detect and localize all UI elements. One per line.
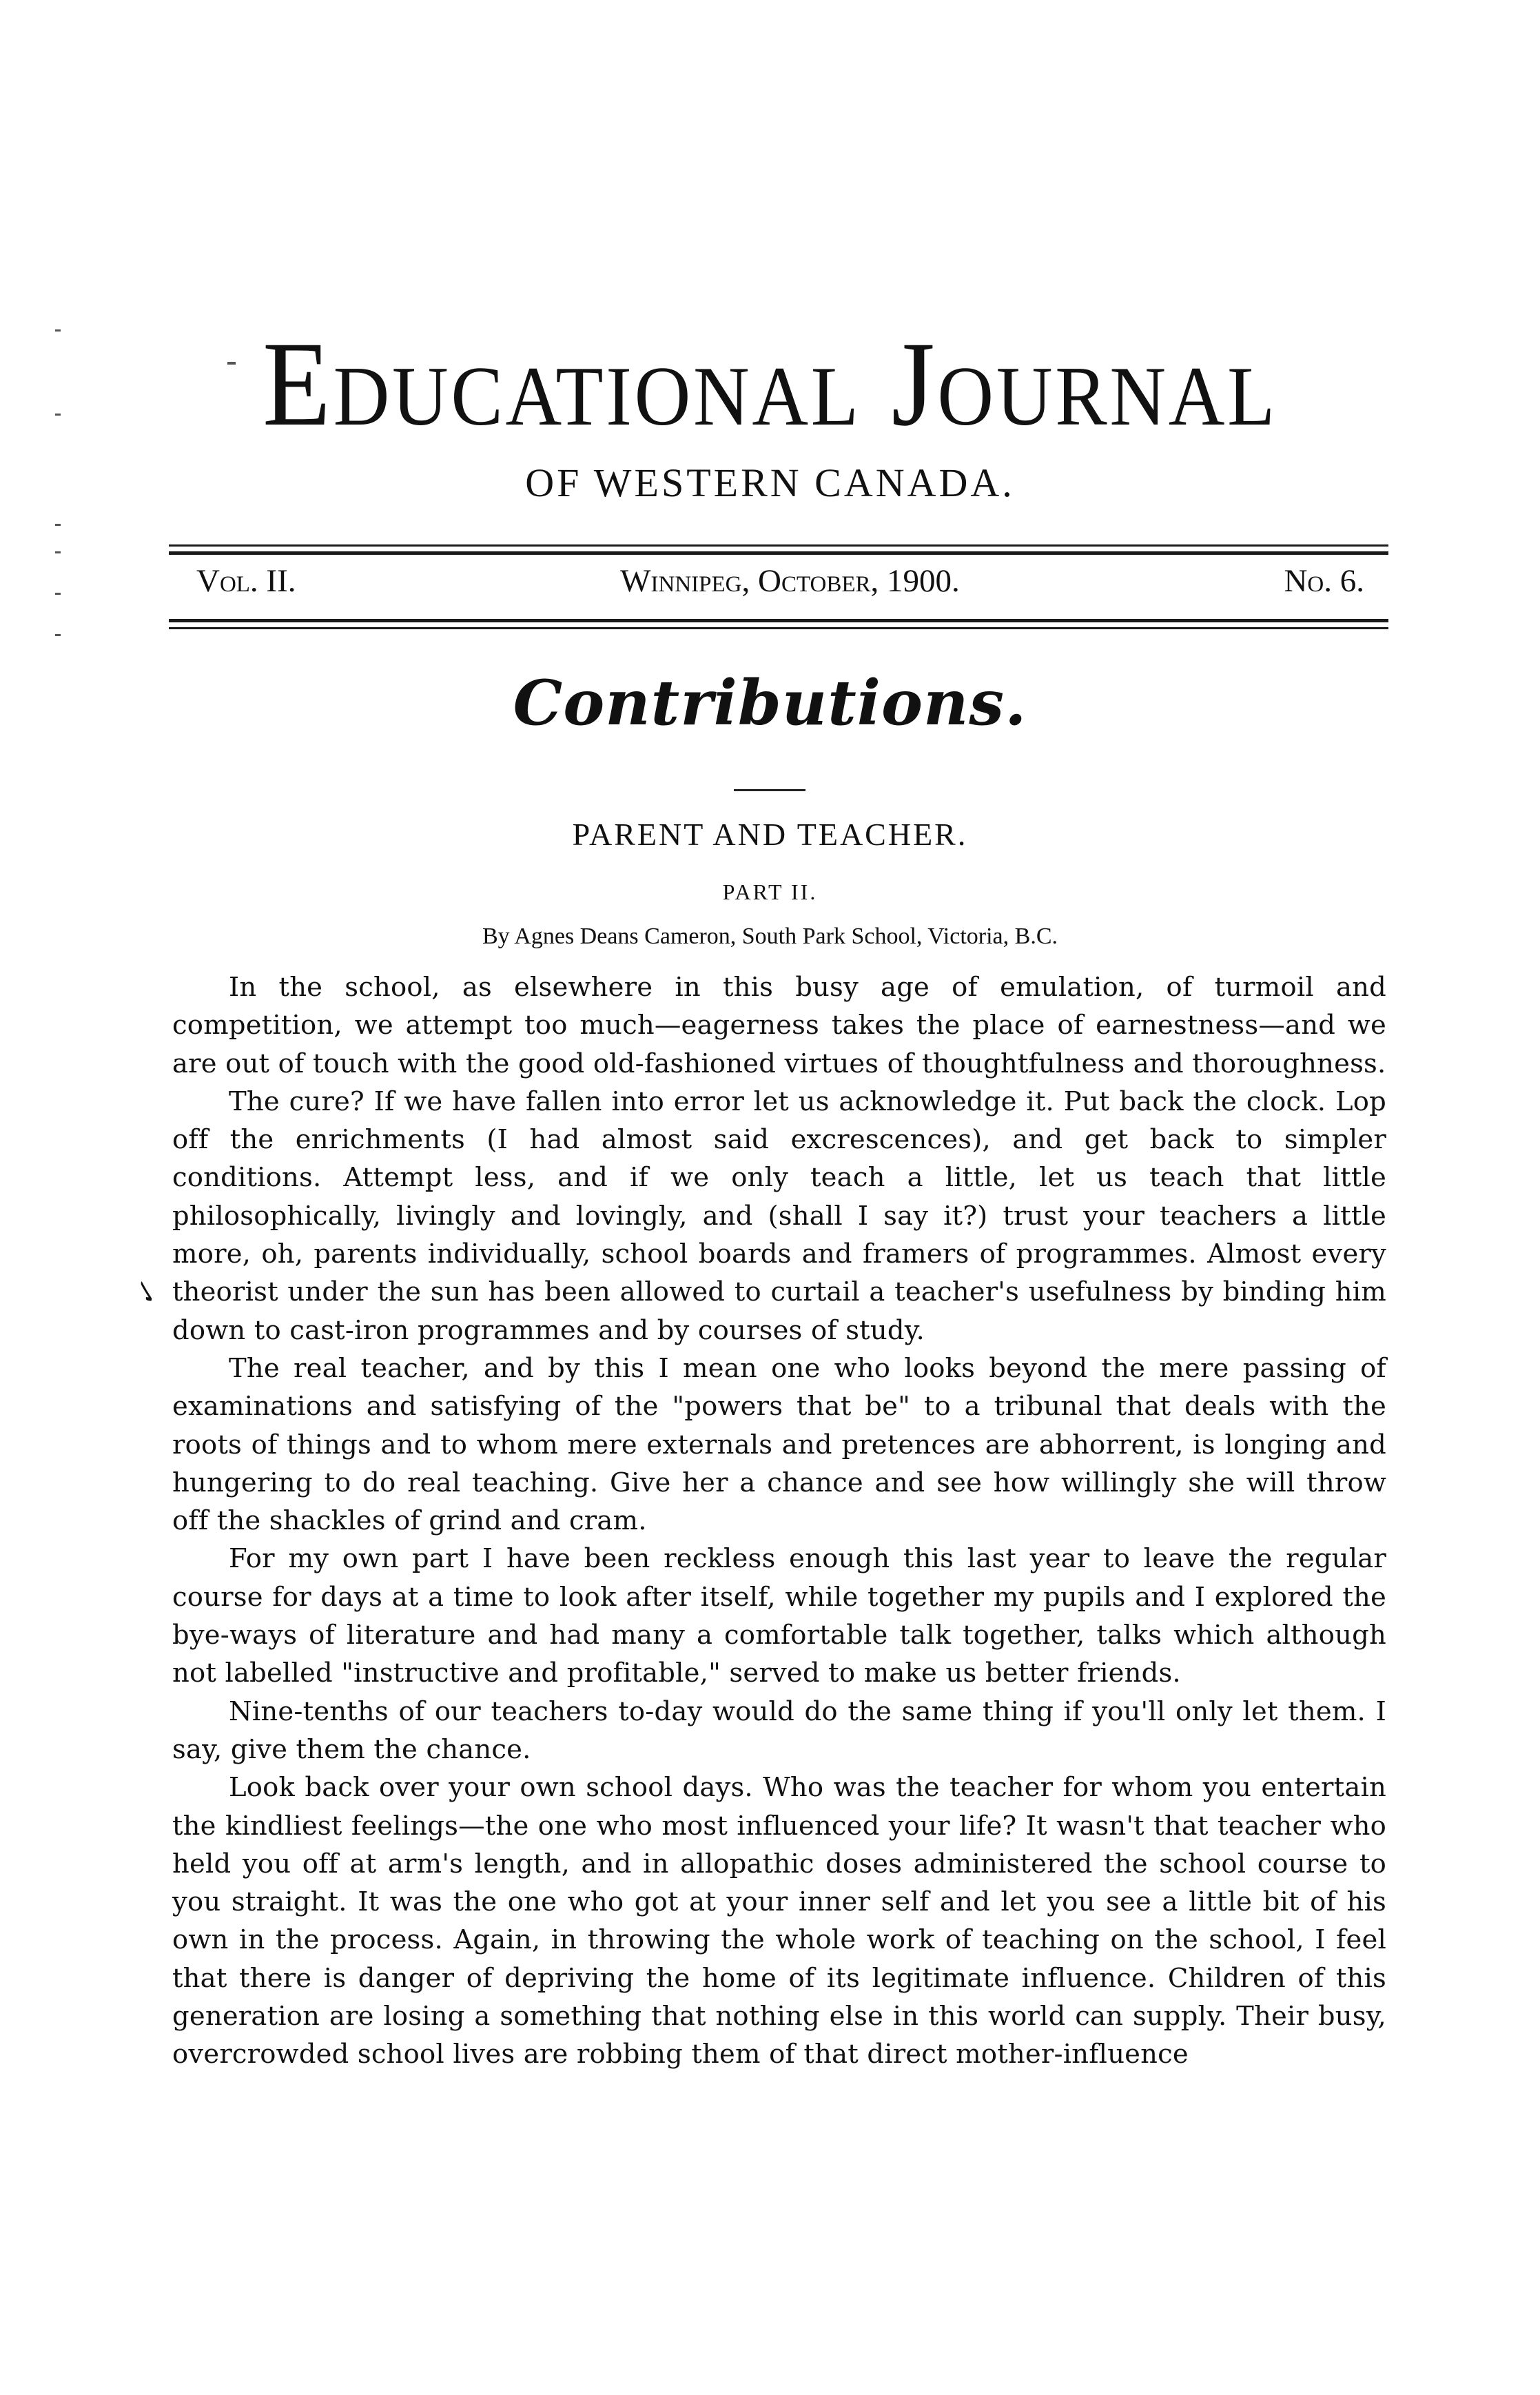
journal-subtitle: OF WESTERN CANADA. (525, 460, 1015, 505)
scan-mark (55, 524, 61, 526)
paragraph: Nine-tenths of our teachers to-day would do the same thing if you'll only let them. I say, give them the chance. (172, 1695, 1386, 1765)
top-rule-thin (169, 544, 1388, 547)
scan-mark (55, 551, 61, 553)
article-title: PARENT AND TEACHER. (572, 817, 968, 852)
number-label: No. 6. (1284, 563, 1364, 599)
paragraph: For my own part I have been reckless enough this last year to leave the regular course for days at a time to look after itself, while together my pupils and I explored the bye-ways of literature and had many a comfortable talk together, talks which although not labelled "instructive and profitable," served to make us better friends. (172, 1543, 1386, 1689)
article-body (172, 968, 1386, 2074)
scan-mark (55, 593, 61, 595)
paragraph: In the school, as elsewhere in this busy age of emulation, of turmoil and competition, we attempt too much—eagerness takes the place of earnestness—and we are out of touch with the good old-fashioned virtues of thoughtfulness and thoroughness. (172, 972, 1386, 1079)
paragraph: The real teacher, and by this I mean one who looks beyond the mere passing of examinations and satisfying of the "powers that be" to a tribunal that deals with the roots of things and to whom mere externals and pretences are abhorrent, is longing and hungering to do real teaching. Give her a chance and see how willingly she will throw off the shackles of grind and cram. (172, 1352, 1386, 1537)
journal-title: Educational Journal (262, 317, 1277, 451)
paragraph: Look back over your own school days. Who was the teacher for whom you entertain the kindliest feelings—the one who most influenced your life? It wasn't that teacher who held you off at arm's length, and in allopathic doses administered the school course to you straight. It was the one who got at your inner self and let you see a little bit of his own in the process. Again, in throwing the whole work of teaching on the school, I feel that there is danger of depriving the home of its legitimate influence. Children of this generation are losing a something that nothing else in this world can supply. Their busy, overcrowded school lives are robbing them of that direct mother-influence (172, 1772, 1386, 2070)
section-divider (734, 789, 805, 791)
paragraph: The cure? If we have fallen into error let us acknowledge it. Put back the clock. Lop off the enrichments (I had almost said excrescences), and get back to simpler conditions. Attempt less, and if we only teach a little, let us teach that little philosophically, livingly and lovingly, and (shall I say it?) trust your teachers a little more, oh, parents individually, school boards and framers of programmes. Almost every theorist under the sun has been allowed to curtail a teacher's usefulness by binding him down to cast-iron programmes and by courses of study. (172, 1086, 1386, 1346)
bottom-rule-thin (169, 627, 1388, 629)
issue-line (196, 565, 1364, 598)
article-byline: By Agnes Deans Cameron, South Park School, Victoria, B.C. (482, 924, 1058, 949)
top-rule-thick (169, 551, 1388, 555)
scan-mark (55, 329, 61, 332)
scan-mark (55, 634, 61, 636)
article-part: PART II. (722, 879, 818, 904)
section-heading: Contributions. (513, 666, 1027, 740)
bottom-rule-thick (169, 619, 1388, 622)
margin-annotation: ✓ (128, 1278, 165, 1310)
scan-mark (55, 414, 61, 416)
volume-label: Vol. II. (196, 563, 296, 599)
place-date-label: Winnipeg, October, 1900. (620, 563, 960, 599)
